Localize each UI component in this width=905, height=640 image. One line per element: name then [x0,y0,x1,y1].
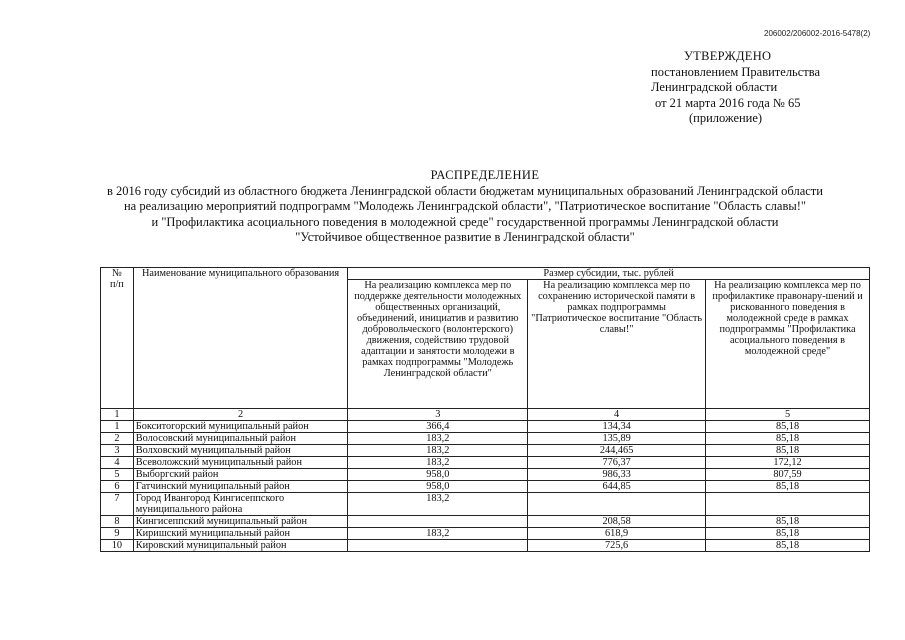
row-number: 5 [101,469,134,481]
patriotic-subsidy-value: 618,9 [528,528,706,540]
header-youth-program: На реализацию комплекса мер по поддержке деятельности молодежных общественных организаций, объединений, инициатив и развитию добровольческого (волонтерского) движения, содействию трудовой адаптации и занятости молодежи в рамках подпрограммы "Молодежь Ленинградской области" [348,280,528,409]
approval-line-4: (приложение) [689,111,763,125]
row-number: 8 [101,516,134,528]
table-row [101,481,870,493]
subtitle-line-4: "Устойчивое общественное развитие в Ленинградской области" [295,230,635,244]
youth-subsidy-value [348,516,528,528]
patriotic-subsidy-value: 244,465 [528,445,706,457]
header-subsidy-group: Размер субсидии, тыс. рублей [348,268,870,280]
table-header-row [101,268,870,280]
prevention-subsidy-value: 172,12 [706,457,870,469]
youth-subsidy-value: 183,2 [348,433,528,445]
header-number: № п/п [101,268,134,409]
youth-subsidy-value: 366,4 [348,421,528,433]
header-municipality: Наименование муниципального образования [133,268,348,409]
subtitle-line-1: в 2016 году субсидий из областного бюджета Ленинградской области бюджетам муниципальных образований Ленинградской области [107,183,823,198]
header-prevention-program: На реализацию комплекса мер по профилактике правонару-шений и рискованного поведения в молодежной среде в рамках подпрограммы "Профилактика асоциального поведения в молодежной среде" [706,280,870,409]
row-number: 6 [101,481,134,493]
table-row [101,469,870,481]
document-id: 206002/206002-2016-5478(2) [764,29,871,38]
row-number: 4 [101,457,134,469]
patriotic-subsidy-value: 776,37 [528,457,706,469]
header-patriotic-program: На реализацию комплекса мер по сохранению исторической памяти в рамках подпрограммы "Патриотическое воспитание "Область славы!" [528,280,706,409]
table-body [101,421,870,552]
row-number: 7 [101,493,134,516]
row-number: 2 [101,433,134,445]
youth-subsidy-value: 183,2 [348,493,528,516]
prevention-subsidy-value: 85,18 [706,528,870,540]
municipality-name: Город Ивангород Кингисеппского муниципального района [133,493,348,516]
row-number: 1 [101,421,134,433]
prevention-subsidy-value: 85,18 [706,421,870,433]
column-number: 4 [528,409,706,421]
prevention-subsidy-value: 85,18 [706,445,870,457]
youth-subsidy-value: 958,0 [348,469,528,481]
municipality-name: Всеволожский муниципальный район [133,457,348,469]
youth-subsidy-value: 183,2 [348,445,528,457]
patriotic-subsidy-value [528,493,706,516]
approval-line-1: постановлением Правительства [651,64,821,79]
municipality-name: Волосовский муниципальный район [133,433,348,445]
table-row [101,516,870,528]
row-number: 9 [101,528,134,540]
column-number: 2 [133,409,348,421]
municipality-name: Кировский муниципальный район [133,540,348,552]
approval-stamp [649,49,849,127]
column-number: 1 [101,409,134,421]
youth-subsidy-value: 183,2 [348,528,528,540]
youth-subsidy-value [348,540,528,552]
municipality-name: Выборгский район [133,469,348,481]
subsidy-distribution-table [100,267,870,552]
column-number: 3 [348,409,528,421]
youth-subsidy-value: 183,2 [348,457,528,469]
patriotic-subsidy-value: 208,58 [528,516,706,528]
youth-subsidy-value: 958,0 [348,481,528,493]
subtitle-line-2: на реализацию мероприятий подпрограмм "Молодежь Ленинградской области", "Патриотическое воспитание "Область славы!" [123,199,807,213]
approval-title: УТВЕРЖДЕНО [684,49,772,63]
table-row [101,493,870,516]
patriotic-subsidy-value: 725,6 [528,540,706,552]
patriotic-subsidy-value: 986,33 [528,469,706,481]
row-number: 10 [101,540,134,552]
document-heading: РАСПРЕДЕЛЕНИЕ [430,168,540,182]
approval-line-2: Ленинградской области [651,80,778,94]
municipality-name: Киришский муниципальный район [133,528,348,540]
municipality-name: Гатчинский муниципальный район [133,481,348,493]
prevention-subsidy-value: 85,18 [706,516,870,528]
patriotic-subsidy-value: 134,34 [528,421,706,433]
table-row [101,528,870,540]
municipality-name: Кингисеппский муниципальный район [133,516,348,528]
prevention-subsidy-value: 85,18 [706,433,870,445]
row-number: 3 [101,445,134,457]
patriotic-subsidy-value: 135,89 [528,433,706,445]
table-row [101,421,870,433]
document-title-block [70,168,860,246]
municipality-name: Бокситогорский муниципальный район [133,421,348,433]
column-number-row [101,409,870,421]
prevention-subsidy-value: 85,18 [706,481,870,493]
subtitle-line-3: и "Профилактика асоциального поведения в молодежной среде" государственной программы Ленинградской области [151,214,779,229]
prevention-subsidy-value: 85,18 [706,540,870,552]
column-number: 5 [706,409,870,421]
table-row [101,540,870,552]
table-row [101,445,870,457]
prevention-subsidy-value: 807,59 [706,469,870,481]
approval-line-3: от 21 марта 2016 года № 65 [655,95,801,110]
table-row [101,433,870,445]
prevention-subsidy-value [706,493,870,516]
table-row [101,457,870,469]
municipality-name: Волховский муниципальный район [133,445,348,457]
patriotic-subsidy-value: 644,85 [528,481,706,493]
